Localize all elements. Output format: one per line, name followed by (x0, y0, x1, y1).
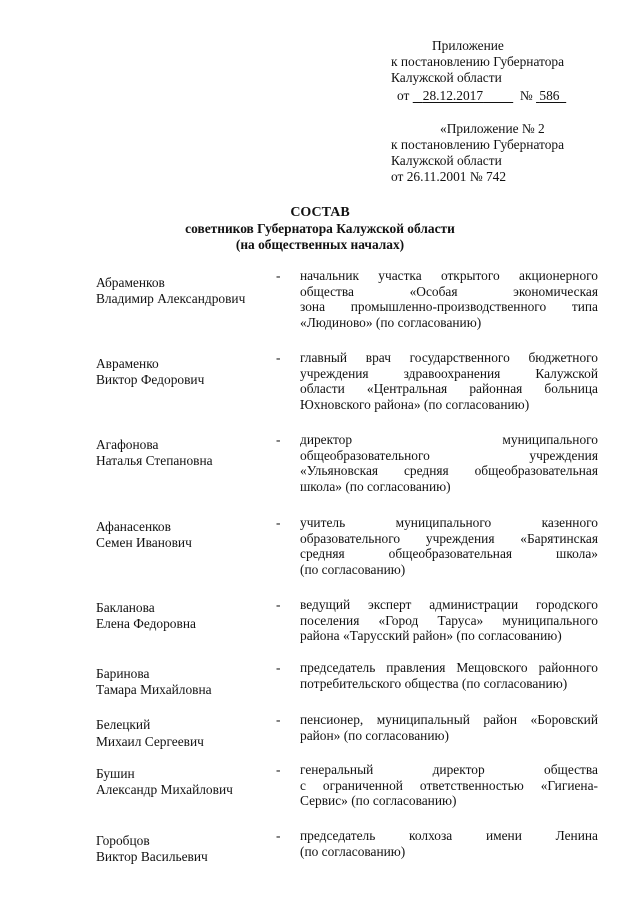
member-dash: - (276, 762, 281, 777)
member-given-names: Тамара Михайловна (96, 682, 212, 697)
member-position: главный врач государственного бюджетного учреждения здравоохранения Калужской области «Центральная районная больница Юхновского района» (по согласованию) (300, 350, 598, 412)
member-dash: - (276, 597, 281, 612)
member-dash: - (276, 828, 281, 843)
member-dash: - (276, 515, 281, 530)
member-surname: Абраменков (96, 275, 165, 290)
subheader-region-line: Калужской области (391, 153, 502, 168)
member-given-names: Владимир Александрович (96, 291, 246, 306)
member-given-names: Елена Федоровна (96, 616, 196, 631)
header-annex-label: Приложение (432, 38, 504, 53)
date-prefix: от (397, 88, 410, 103)
member-surname: Агафонова (96, 437, 159, 452)
document-subtitle: советников Губернатора Калужской области (185, 221, 455, 236)
decree-number: 586 (539, 88, 560, 103)
subheader-annex-label: «Приложение № 2 (440, 121, 545, 136)
member-dash: - (276, 432, 281, 447)
member-surname: Белецкий (96, 717, 151, 732)
member-given-names: Семен Иванович (96, 535, 192, 550)
subheader-date-line: от 26.11.2001 № 742 (391, 169, 507, 184)
member-position: пенсионер, муниципальный район «Боровский район» (по согласованию) (300, 712, 598, 743)
member-surname: Горобцов (96, 833, 150, 848)
member-surname: Баринова (96, 666, 150, 681)
header-region-line: Калужской области (391, 70, 502, 85)
member-surname: Бушин (96, 766, 135, 781)
document-subtitle-note: (на общественных началах) (235, 237, 405, 252)
member-surname: Бакланова (96, 600, 155, 615)
decree-date: 28.12.2017 (422, 88, 484, 103)
member-position: начальник участка открытого акционерного общества «Особая экономическая зона промышленно-производственного типа «Людиново» (по согласованию) (300, 268, 598, 330)
member-given-names: Михаил Сергеевич (96, 734, 204, 749)
member-dash: - (276, 712, 281, 727)
member-given-names: Виктор Федорович (96, 372, 205, 387)
member-given-names: Наталья Степановна (96, 453, 213, 468)
header-decree-line: к постановлению Губернатора (391, 54, 565, 69)
member-position: генеральный директор общества с ограниченной ответственностью «Гигиена- Сервис» (по согласованию) (300, 762, 598, 809)
member-dash: - (276, 660, 281, 675)
member-position: ведущий эксперт администрации городского поселения «Город Таруса» муниципального района «Тарусский район» (по согласованию) (300, 597, 598, 644)
member-position: учитель муниципального казенного образовательного учреждения «Барятинская средняя общеобразовательная школа» (по согласованию) (300, 515, 598, 577)
member-dash: - (276, 350, 281, 365)
member-dash: - (276, 268, 281, 283)
member-surname: Афанасенков (96, 519, 171, 534)
header-date-line (397, 88, 566, 104)
number-prefix: № (519, 88, 533, 103)
member-surname: Авраменко (96, 356, 159, 371)
subheader-decree-line: к постановлению Губернатора (391, 137, 565, 152)
member-position: председатель колхоза имени Ленина (по согласованию) (300, 828, 598, 859)
member-given-names: Александр Михайлович (96, 782, 233, 797)
document-title: СОСТАВ (290, 205, 350, 220)
member-given-names: Виктор Васильевич (96, 849, 208, 864)
member-position: директор муниципального общеобразовательного учреждения «Ульяновская средняя общеобразовательная школа» (по согласованию) (300, 432, 598, 494)
member-position: председатель правления Мещовского районного потребительского общества (по согласованию) (300, 660, 598, 691)
